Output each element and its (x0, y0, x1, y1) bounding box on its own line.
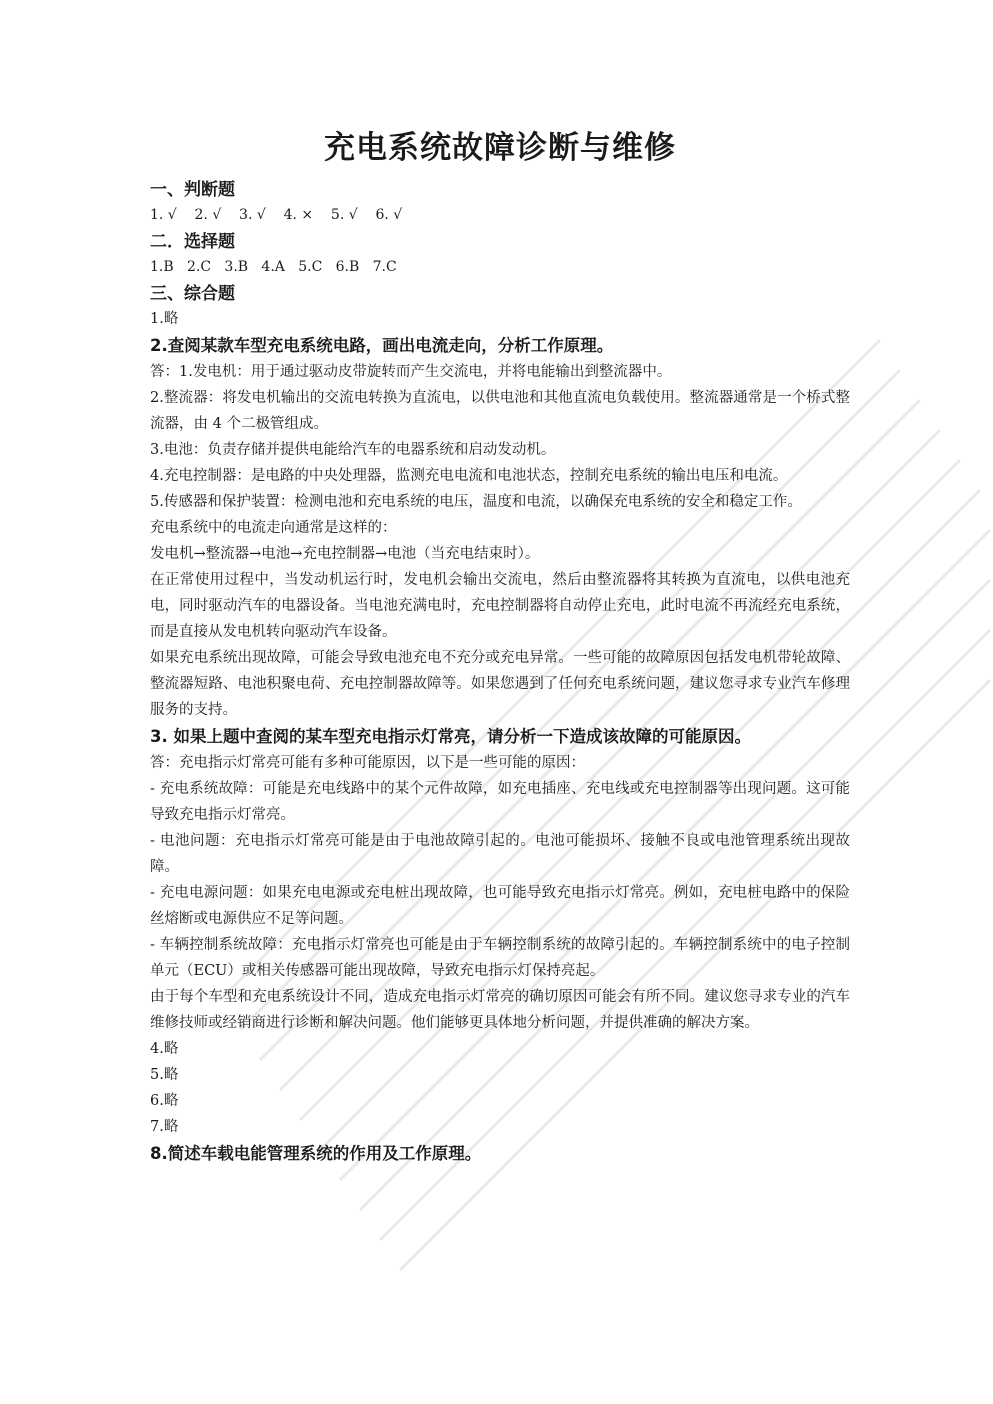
question-2: 2.查阅某款车型充电系统电路，画出电流走向，分析工作原理。 (150, 336, 614, 355)
true-false-answers: 1. √ 2. √ 3. √ 4. × 5. √ 6. √ (150, 207, 403, 223)
answer-3-line: 由于每个车型和充电系统设计不同，造成充电指示灯常亮的确切原因可能会有所不同。建议您寻求专业的汽车维修技师或经销商进行诊断和解决问题。他们能够更具体地分析问题，并提供准确的解决方案。 (150, 989, 850, 1031)
document-body (150, 128, 850, 1167)
answer-2-line: 如果充电系统出现故障，可能会导致电池充电不充分或充电异常。一些可能的故障原因包括发电机带轮故障、整流器短路、电池积聚电荷、充电控制器故障等。如果您遇到了任何充电系统问题，建议您寻求专业汽车修理服务的支持。 (150, 650, 850, 718)
question-7: 7.略 (150, 1119, 179, 1135)
answer-2-line: 充电系统中的电流走向通常是这样的： (150, 520, 397, 536)
answer-3-line: - 充电系统故障：可能是充电线路中的某个元件故障，如充电插座、充电线或充电控制器等出现问题。这可能导致充电指示灯常亮。 (150, 781, 850, 823)
answer-2-line: 3.电池：负责存储并提供电能给汽车的电器系统和启动发动机。 (150, 442, 556, 458)
section-heading-true-false: 一、判断题 (150, 180, 235, 200)
answer-3-line: - 电池问题：充电指示灯常亮可能是由于电池故障引起的。电池可能损坏、接触不良或电池管理系统出现故障。 (150, 833, 850, 875)
question-8: 8.简述车载电能管理系统的作用及工作原理。 (150, 1144, 482, 1163)
question-3: 3. 如果上题中查阅的某车型充电指示灯常亮，请分析一下造成该故障的可能原因。 (150, 727, 751, 746)
answer-2-line: 4.充电控制器：是电路的中央处理器，监测充电电流和电池状态，控制充电系统的输出电压和电流。 (150, 468, 788, 484)
section-heading-multiple-choice: 二．选择题 (150, 232, 235, 252)
question-1: 1.略 (150, 311, 179, 327)
answer-3-line: - 充电电源问题：如果充电电源或充电桩出现故障，也可能导致充电指示灯常亮。例如，充电桩电路中的保险丝熔断或电源供应不足等问题。 (150, 885, 850, 927)
question-4: 4.略 (150, 1041, 179, 1057)
page-title: 充电系统故障诊断与维修 (324, 130, 676, 166)
question-6: 6.略 (150, 1093, 179, 1109)
question-5: 5.略 (150, 1067, 179, 1083)
multiple-choice-answers: 1.B 2.C 3.B 4.A 5.C 6.B 7.C (150, 259, 397, 275)
answer-3-line: 答：充电指示灯常亮可能有多种可能原因，以下是一些可能的原因： (150, 755, 585, 771)
answer-2-line: 答：1.发电机：用于通过驱动皮带旋转而产生交流电，并将电能输出到整流器中。 (150, 364, 672, 380)
section-heading-comprehensive: 三、综合题 (150, 284, 235, 304)
answer-2-line: 2.整流器：将发电机输出的交流电转换为直流电，以供电池和其他直流电负载使用。整流器通常是一个桥式整流器，由 4 个二极管组成。 (150, 390, 850, 432)
answer-2-line: 在正常使用过程中，当发动机运行时，发电机会输出交流电，然后由整流器将其转换为直流电，以供电池充电，同时驱动汽车的电器设备。当电池充满电时，充电控制器将自动停止充电，此时电流不再流经充电系统，而是直接从发电机转向驱动汽车设备。 (150, 572, 850, 640)
answer-3-line: - 车辆控制系统故障：充电指示灯常亮也可能是由于车辆控制系统的故障引起的。车辆控制系统中的电子控制单元（ECU）或相关传感器可能出现故障，导致充电指示灯保持亮起。 (150, 937, 850, 979)
answer-2-line: 5.传感器和保护装置：检测电池和充电系统的电压，温度和电流，以确保充电系统的安全和稳定工作。 (150, 494, 802, 510)
answer-2-line: 发电机→整流器→电池→充电控制器→电池（当充电结束时）。 (150, 546, 540, 562)
